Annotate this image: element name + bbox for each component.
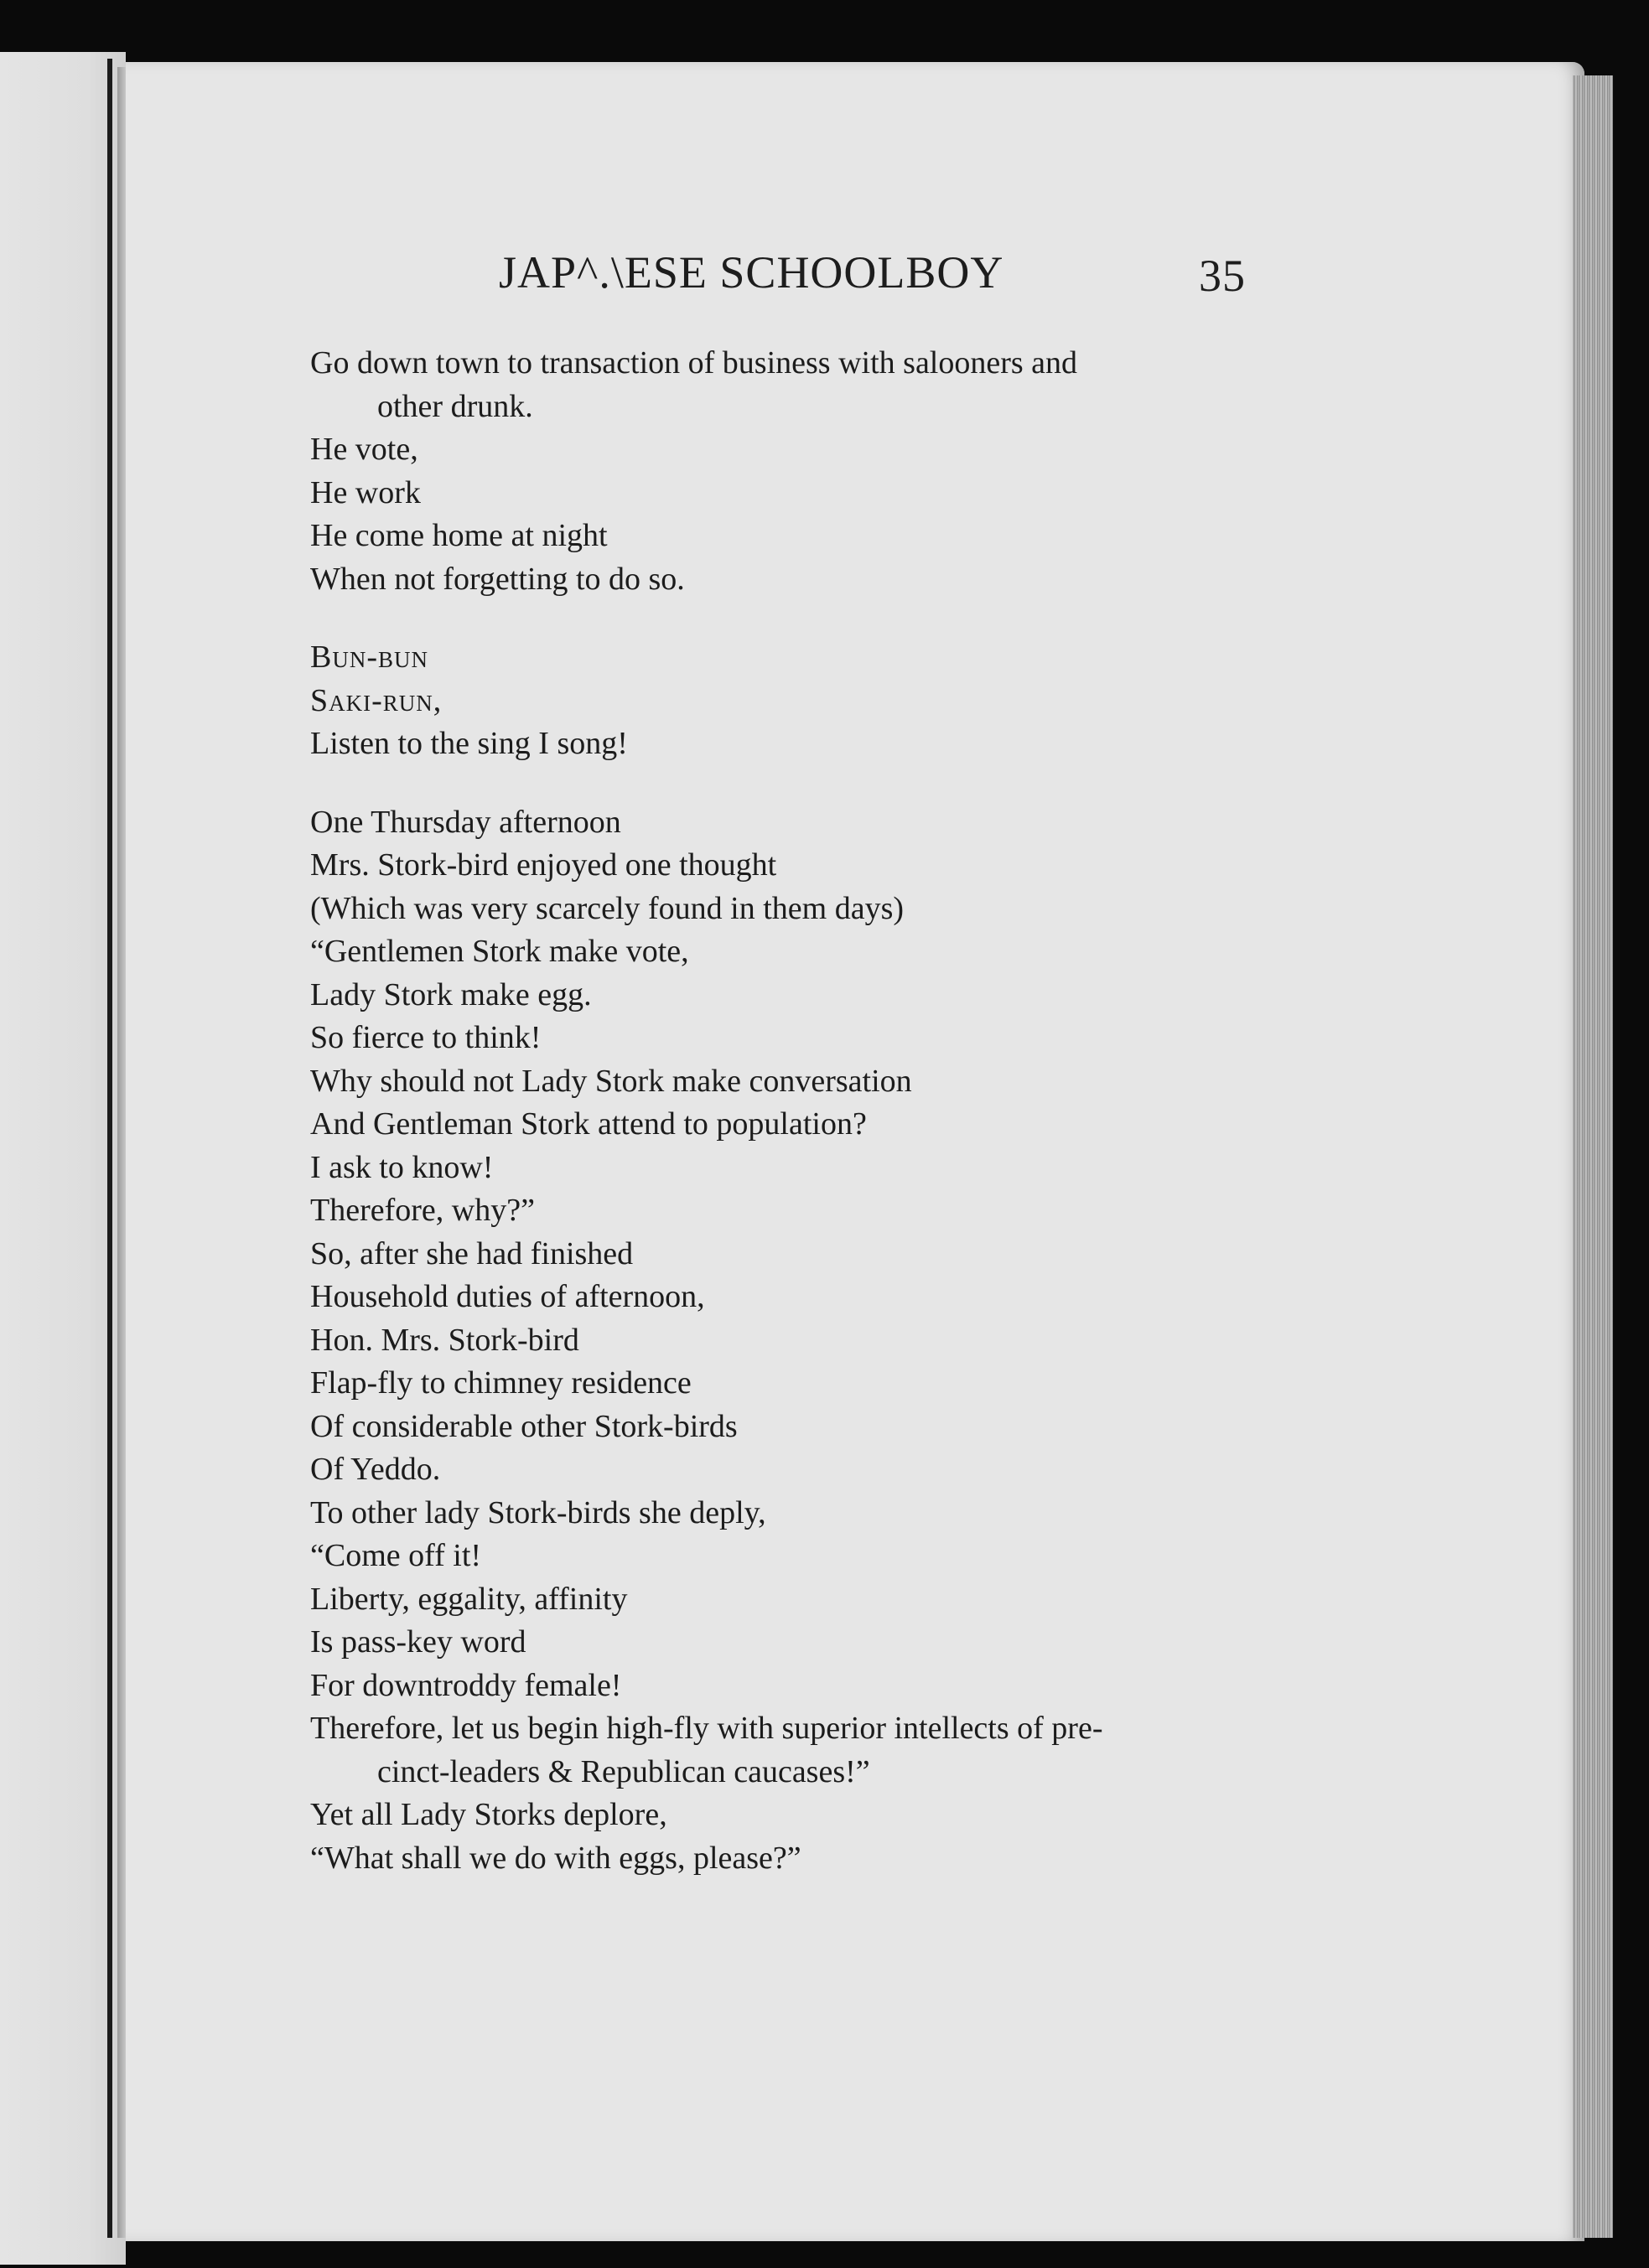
poem-text <box>310 342 1274 1915</box>
poem-line: Of considerable other Stork-birds <box>310 1408 738 1444</box>
page-fore-edge <box>1573 75 1613 2238</box>
poem-line: Therefore, let us begin high-fly with superior intellects of pre- <box>310 1711 1103 1746</box>
poem-line: (Which was very scarcely found in them days) <box>310 890 905 926</box>
poem-line: Flap-fly to chimney residence <box>310 1365 692 1401</box>
poem-line: He come home at night <box>310 518 608 553</box>
poem-line: One Thursday afternoon <box>310 804 621 840</box>
poem-line: Why should not Lady Stork make conversation <box>310 1063 912 1099</box>
poem-line: Mrs. Stork-bird enjoyed one thought <box>310 847 777 883</box>
poem-line: Listen to the sing I song! <box>310 726 628 761</box>
poem-line: When not forgetting to do so. <box>310 561 685 597</box>
poem-line: I ask to know! <box>310 1149 494 1185</box>
poem-line: And Gentleman Stork attend to population? <box>310 1106 867 1142</box>
poem-line: For downtroddy female! <box>310 1667 622 1703</box>
running-head <box>499 246 1253 313</box>
poem-line: He vote, <box>310 432 418 467</box>
poem-line: He work <box>310 474 421 510</box>
stanza <box>310 636 1274 766</box>
poem-line: Yet all Lady Storks deplore, <box>310 1797 667 1832</box>
poem-line: Go down town to transaction of business with salooners and <box>310 345 1078 381</box>
stanza <box>310 342 1274 601</box>
poem-line: “Come off it! <box>310 1538 482 1573</box>
poem-line: Lady Stork make egg. <box>310 976 592 1012</box>
poem-line: cinct-leaders & Republican caucases!” <box>377 1753 870 1789</box>
poem-line: Hon. Mrs. Stork-bird <box>310 1322 579 1358</box>
poem-line: “What shall we do with eggs, please?” <box>310 1840 801 1876</box>
poem-line: Saki-run, <box>310 682 443 718</box>
binding-gutter <box>107 59 112 2238</box>
poem-line: Therefore, why?” <box>310 1193 535 1228</box>
poem-line: Bun-bun <box>310 639 429 675</box>
poem-line: To other lady Stork-birds she deply, <box>310 1494 766 1530</box>
poem-line: So fierce to think! <box>310 1020 542 1055</box>
stanza <box>310 801 1274 1881</box>
poem-line: “Gentlemen Stork make vote, <box>310 934 689 969</box>
page-number: 35 <box>1199 251 1246 301</box>
running-head-title: JAP^.\ESE SCHOOLBOY <box>499 247 1004 298</box>
poem-line: Household duties of afternoon, <box>310 1279 705 1314</box>
poem-line: other drunk. <box>377 388 533 424</box>
poem-line: So, after she had finished <box>310 1235 634 1271</box>
poem-line: Of Yeddo. <box>310 1452 441 1487</box>
poem-line: Is pass-key word <box>310 1624 526 1660</box>
poem-line: Liberty, eggality, affinity <box>310 1581 628 1617</box>
